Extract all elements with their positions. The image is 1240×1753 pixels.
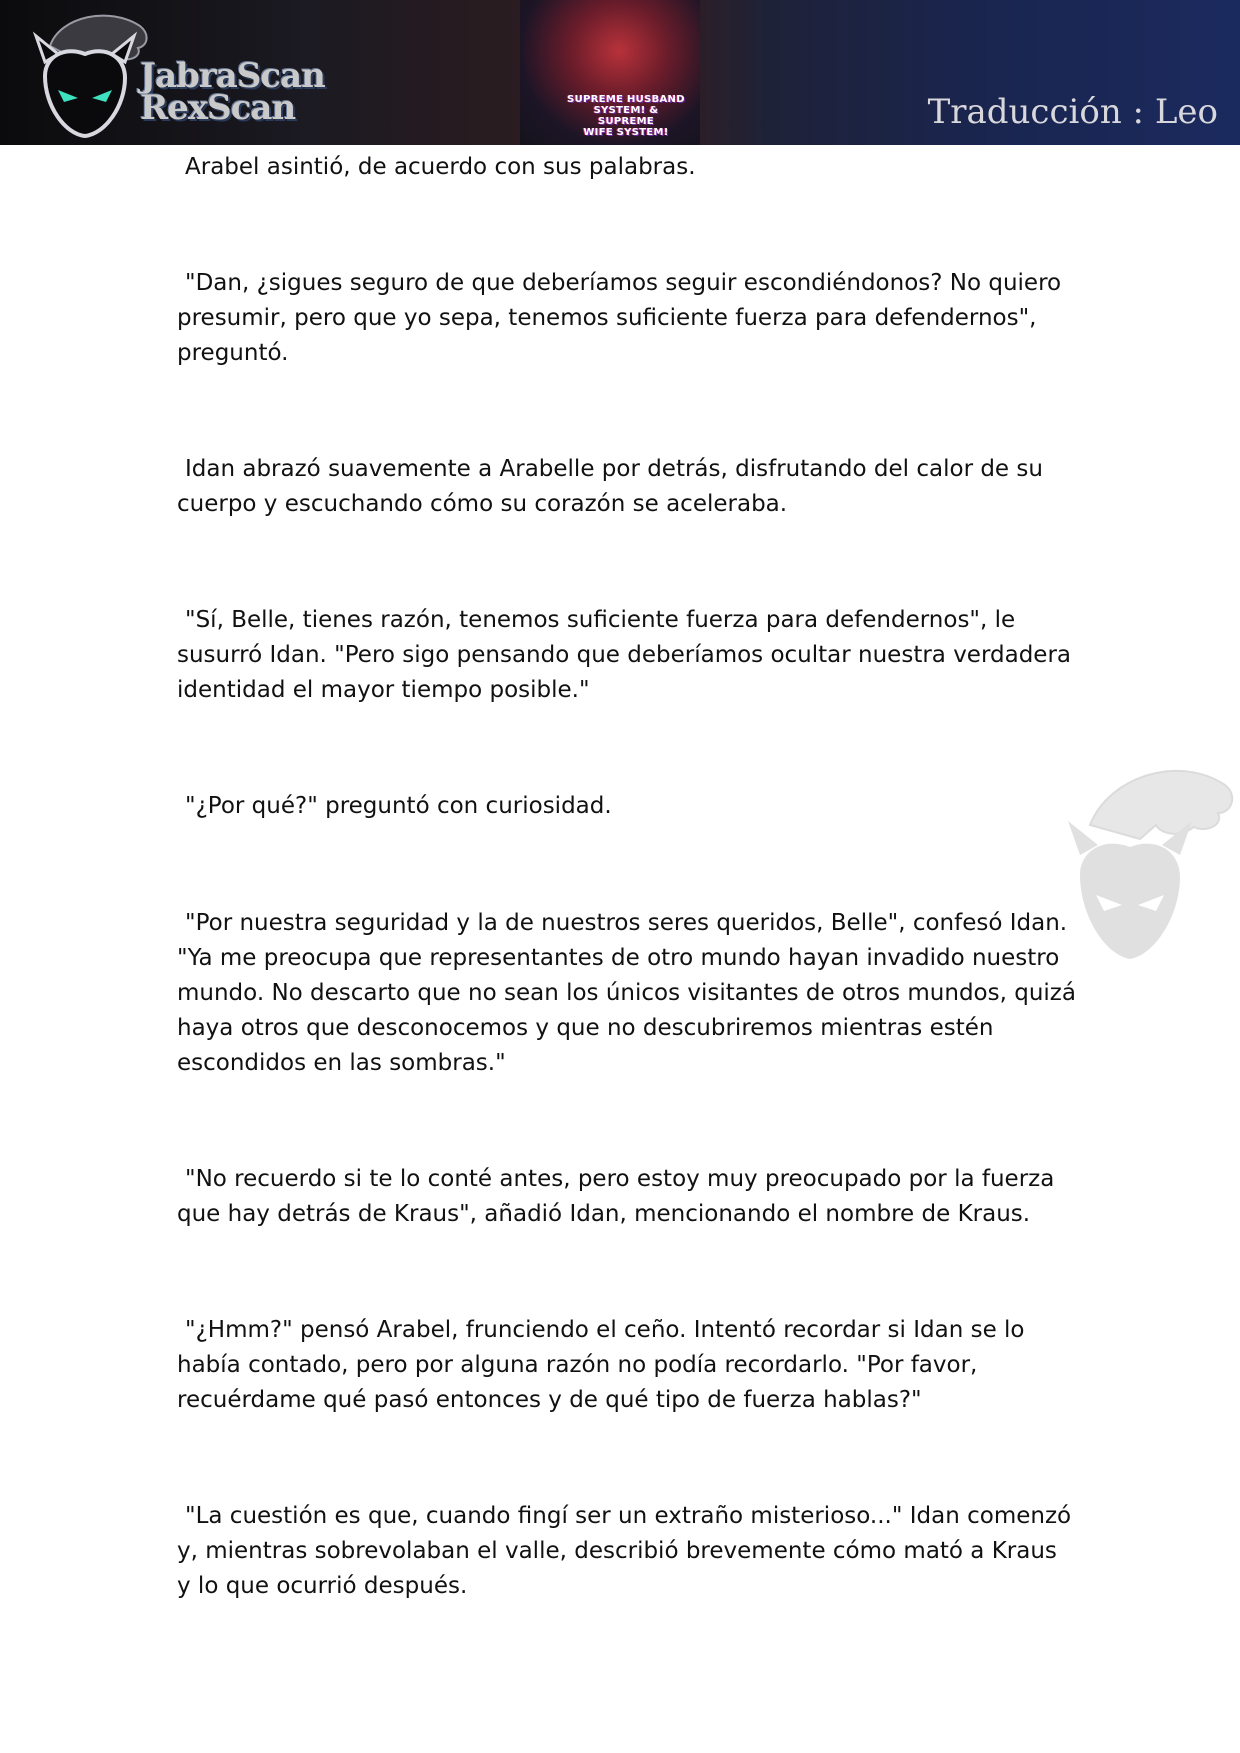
paragraph: "No recuerdo si te lo conté antes, pero estoy muy preocupado por la fuerza que hay detrás de Kraus", añadió Idan, mencionando el nombre de Kraus. [177, 1166, 1055, 1227]
cover-title-line-2: SYSTEM! & SUPREME [593, 105, 659, 127]
paragraph: Arabel asintió, de acuerdo con sus palabras. [185, 154, 696, 180]
novel-cover-title [566, 94, 686, 138]
paragraph: Idan abrazó suavemente a Arabelle por detrás, disfrutando del calor de su cuerpo y escuchando cómo su corazón se aceleraba. [177, 456, 1043, 517]
paragraph: "Dan, ¿sigues seguro de que deberíamos seguir escondiéndonos? No quiero presumir, pero que yo sepa, tenemos suficiente fuerza para defendernos", preguntó. [177, 270, 1062, 366]
brand-wordmark [140, 56, 325, 128]
paragraph: "Por nuestra seguridad y la de nuestros seres queridos, Belle", confesó Idan. "Ya me preocupa que representantes de otro mundo hayan invadido nuestro mundo. No descarto que no sean los únicos visitantes de otros mundos, quizá haya otros que desconocemos y que no descubriremos mientras estén escondidos en las sombras." [177, 910, 1076, 1076]
paragraph: "Sí, Belle, tienes razón, tenemos suficiente fuerza para defendernos", le susurró Idan. "Pero sigo pensando que deberíamos ocultar nuestra verdadera identidad el mayor tiempo posible." [177, 607, 1072, 703]
cover-title-line-1: SUPREME HUSBAND [567, 94, 685, 105]
paragraph: "La cuestión es que, cuando fingí ser un extraño misterioso..." Idan comenzó y, mientras sobrevolaban el valle, describió brevemente cómo mató a Kraus y lo que ocurrió después. [177, 1503, 1072, 1599]
paragraph: "¿Por qué?" preguntó con curiosidad. [185, 793, 612, 819]
dinosaur-demon-watermark-icon [1060, 755, 1240, 985]
brand-line-1: JabraScan [140, 56, 325, 96]
header-banner [0, 0, 1240, 145]
paragraph: "¿Hmm?" pensó Arabel, frunciendo el ceño. Intentó recordar si Idan se lo había contado, pero por alguna razón no podía recordarlo. "Por favor, recuérdame qué pasó entonces y de qué tipo de fuerza hablas?" [177, 1317, 1025, 1413]
cover-title-line-3: WIFE SYSTEM! [583, 127, 669, 138]
brand-line-2: RexScan [140, 88, 296, 128]
translator-credit: Traducción : Leo [927, 92, 1218, 132]
